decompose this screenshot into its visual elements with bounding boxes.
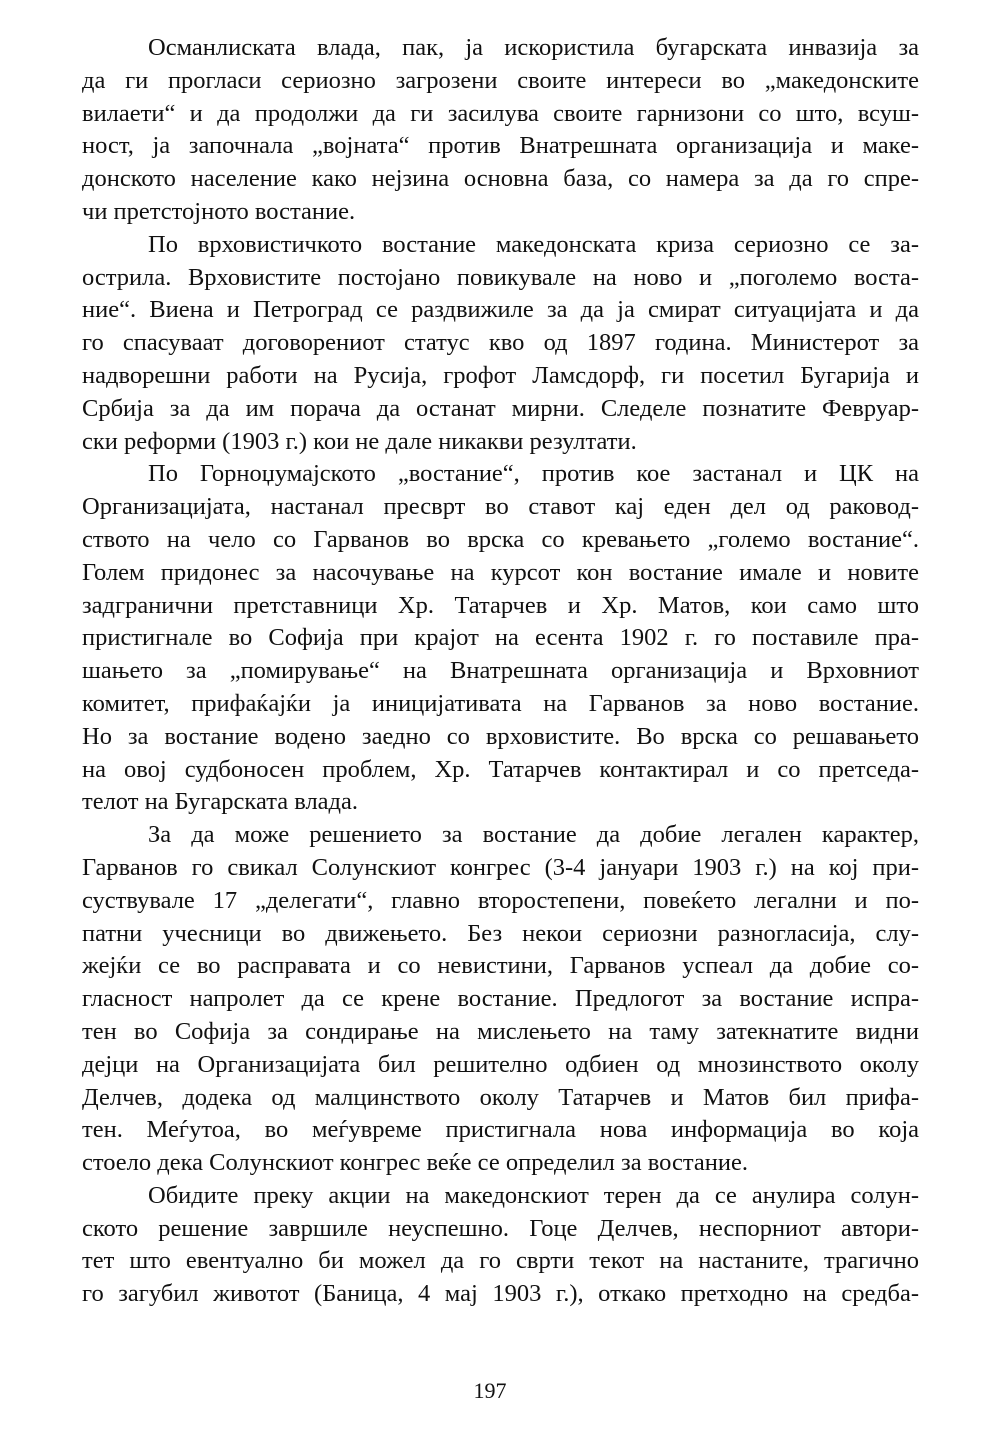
text-line: тен. Меѓутоа, во меѓувреме пристигнала нова информација во која xyxy=(82,1116,919,1144)
text-line: острила. Врховистите постојано повикувале на ново и „поголемо воста- xyxy=(82,263,919,291)
page-number: 197 xyxy=(473,1378,507,1403)
text-line: донското население како нејзина основна база, со намера за да го спре- xyxy=(82,165,919,193)
text-line: Гарванов го свикал Солунскиот конгрес (3-4 јануари 1903 г.) на кој при- xyxy=(82,853,919,881)
text-line: Делчев, додека од малцинството околу Татарчев и Матов бил прифа- xyxy=(82,1083,919,1111)
text-line: надворешни работи на Русија, грофот Ламсдорф, ги посетил Бугарија и xyxy=(82,361,919,389)
paragraph xyxy=(82,32,919,229)
text-line: на овој судбоносен проблем, Хр. Татарчев контактирал и со претседа- xyxy=(82,755,919,783)
text-line: За да може решението за востание да добие легален карактер, xyxy=(148,821,919,849)
text-line: Но за востание водено заедно со врховистите. Во врска со решавањето xyxy=(82,722,919,750)
text-line: пристигнале во Софија при крајот на есента 1902 г. го поставиле пра- xyxy=(82,624,919,652)
text-line: По Горноџумајското „востание“, против кое застанал и ЦК на xyxy=(148,460,919,488)
text-line: Обидите преку акции на македонскиот терен да се анулира солун- xyxy=(148,1181,919,1209)
text-line: задгранични претставници Хр. Татарчев и Хр. Матов, кои само што xyxy=(82,591,919,619)
body-text xyxy=(82,32,919,1311)
text-line: чи претстојното востание. xyxy=(82,197,356,225)
text-line: дејци на Организацијата бил решително одбиен од мнозинството околу xyxy=(82,1050,919,1078)
text-line: вилаети“ и да продолжи да ги засилува своите гарнизони со што, всуш- xyxy=(82,99,919,127)
paragraph xyxy=(82,229,919,459)
text-line: ние“. Виена и Петроград се раздвижиле за да ја смират ситуацијата и да xyxy=(82,296,919,324)
text-line: комитет, прифаќајќи ја иницијативата на Гарванов за ново востание. xyxy=(82,689,919,717)
text-line: тет што евентуално би можел да го сврти текот на настаните, трагично xyxy=(82,1247,919,1275)
text-line: го загубил животот (Баница, 4 мај 1903 г.), откако претходно на средба- xyxy=(82,1280,919,1308)
text-line: да ги прогласи сериозно загрозени своите интереси во „македонските xyxy=(82,66,919,94)
text-line: ски реформи (1903 г.) кои не дале никакви резултати. xyxy=(82,427,637,455)
text-line: ност, ја започнала „војната“ против Внатрешната организација и маке- xyxy=(82,132,919,160)
paragraph xyxy=(82,1180,919,1311)
text-line: ското решение завршиле неуспешно. Гоце Делчев, неспорниот автори- xyxy=(82,1214,919,1242)
text-line: суствувале 17 „делегати“, главно второстепени, повеќето легални и по- xyxy=(82,886,919,914)
text-line: жејќи се во расправата и со невистини, Гарванов успеал да добие со- xyxy=(82,952,919,980)
text-line: ството на чело со Гарванов во врска со кревањето „големо востание“. xyxy=(82,525,919,553)
text-line: Србија за да им порача да останат мирни. Следеле познатите Февруар- xyxy=(82,394,919,422)
text-line: шањето за „помирување“ на Внатрешната организација и Врховниот xyxy=(82,657,919,685)
text-line: патни учесници во движењето. Без некои сериозни разногласија, слу- xyxy=(82,919,919,947)
text-line: Голем придонес за насочување на курсот кон востание имале и новите xyxy=(82,558,919,586)
text-line: По врховистичкото востание македонската криза сериозно се за- xyxy=(148,230,919,258)
paragraph xyxy=(82,819,919,1180)
text-line: Организацијата, настанал пресврт во ставот кај еден дел од раковод- xyxy=(82,493,919,521)
paragraph xyxy=(82,458,919,819)
text-line: Османлиската влада, пак, ја искористила бугарската инвазија за xyxy=(148,34,919,61)
text-line: гласност напролет да се крене востание. Предлогот за востание испра- xyxy=(82,985,919,1013)
text-line: го спасуваат договорениот статус кво од 1897 година. Министерот за xyxy=(82,329,919,357)
text-line: стоело дека Солунскиот конгрес веќе се определил за востание. xyxy=(82,1149,748,1177)
text-line: тен во Софија за сондирање на мислењето на таму затекнатите видни xyxy=(82,1017,919,1045)
text-line: телот на Бугарската влада. xyxy=(82,788,359,816)
